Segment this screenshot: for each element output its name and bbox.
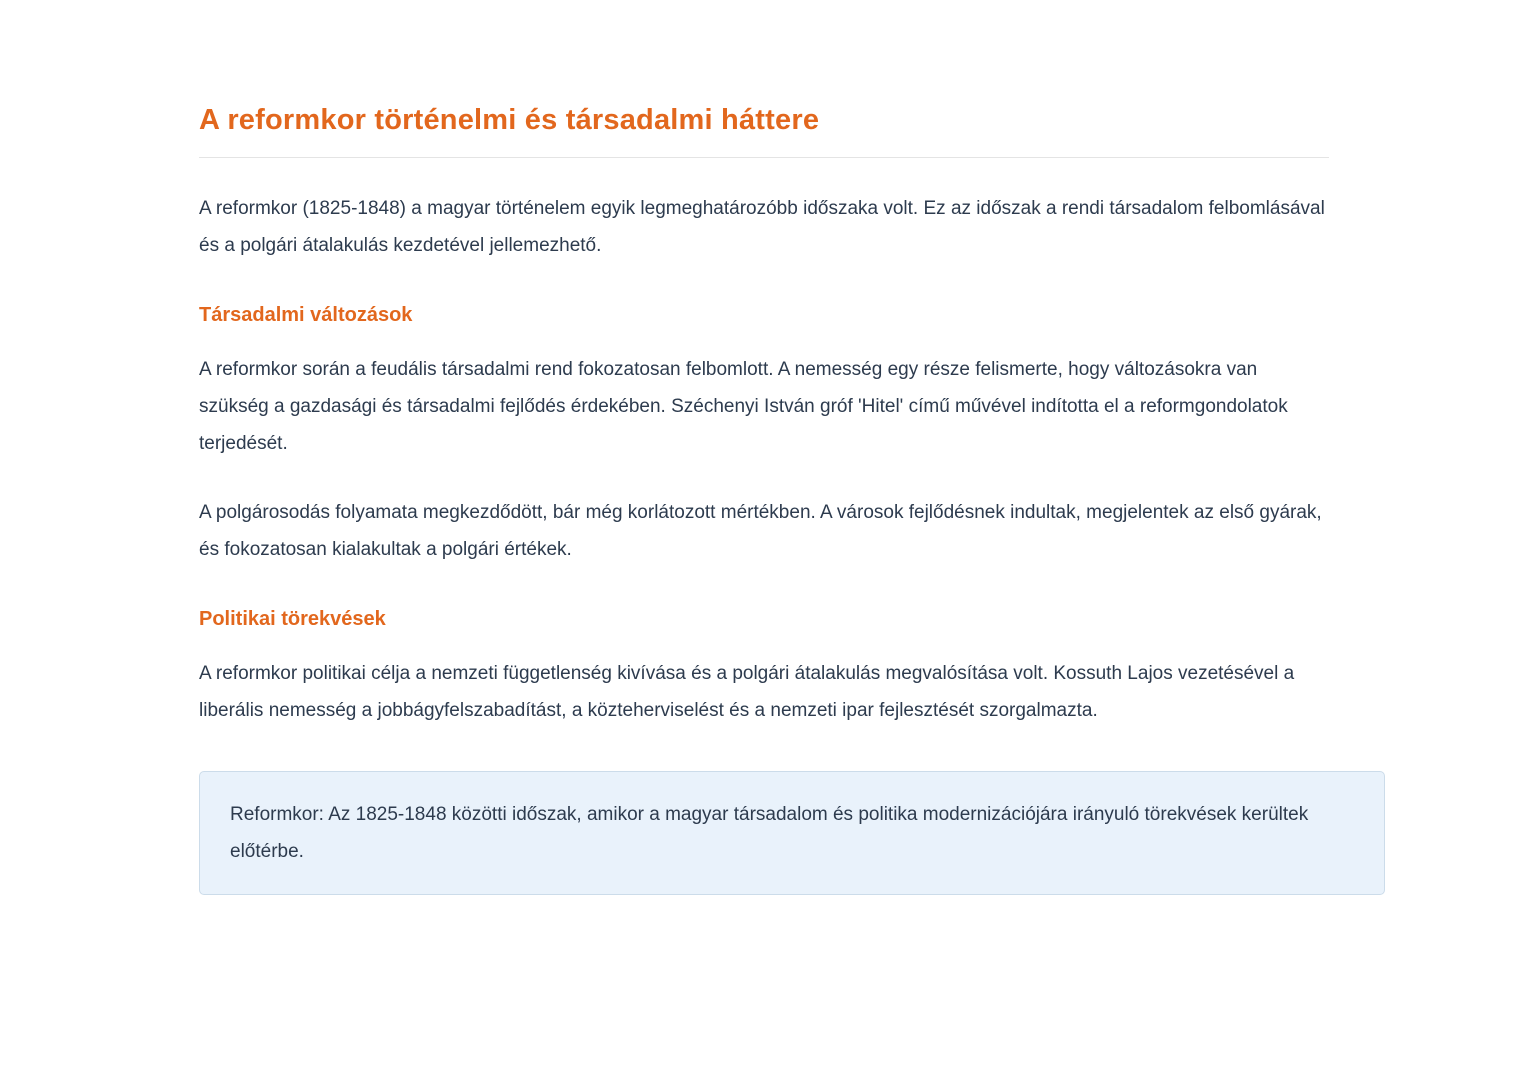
social-changes-paragraph-2: A polgárosodás folyamata megkezdődött, bár még korlátozott mértékben. A városok fejlődésnek indultak, megjelentek az első gyárak, és fokozatosan kialakultak a polgári értékek. [199,502,1322,560]
section-heading-social-changes: Társadalmi változások [199,304,413,326]
document-content [199,0,1389,895]
section-heading-political-aims: Politikai törekvések [199,608,386,630]
political-aims-paragraph-1: A reformkor politikai célja a nemzeti függetlenség kivívása és a polgári átalakulás megvalósítása volt. Kossuth Lajos vezetésével a liberális nemesség a jobbágyfelszabadítást, a közteherviselést és a nemzeti ipar fejlesztését szorgalmazta. [199,663,1295,721]
definition-box [199,771,1385,895]
title-divider [199,157,1329,158]
page-title: A reformkor történelmi és társadalmi háttere [199,104,820,136]
intro-paragraph: A reformkor (1825-1848) a magyar történelem egyik legmeghatározóbb időszaka volt. Ez az időszak a rendi társadalom felbomlásával és a polgári átalakulás kezdetével jellemezhető. [199,198,1325,256]
definition-text: Reformkor: Az 1825-1848 közötti időszak, amikor a magyar társadalom és politika modernizációjára irányuló törekvések kerültek előtérbe. [230,804,1309,862]
social-changes-paragraph-1: A reformkor során a feudális társadalmi rend fokozatosan felbomlott. A nemesség egy része felismerte, hogy változásokra van szükség a gazdasági és társadalmi fejlődés érdekében. Széchenyi István gróf 'Hitel' című művével indította el a reformgondolatok terjedését. [199,359,1288,454]
